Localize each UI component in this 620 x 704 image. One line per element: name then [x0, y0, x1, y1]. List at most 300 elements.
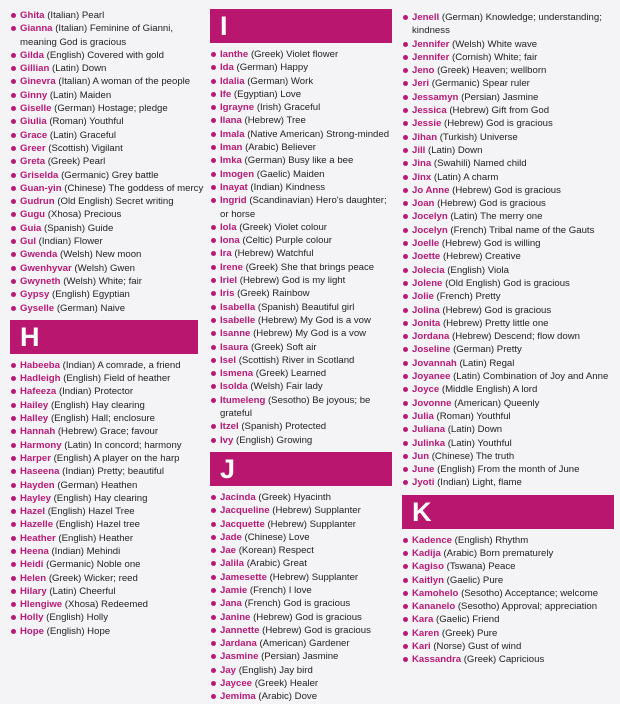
entry-meaning: (Norse) Gust of wind — [433, 641, 522, 653]
name-entry — [402, 640, 614, 653]
entry-meaning: (Xhosa) Redeemed — [64, 599, 148, 611]
entry-name: Gianna — [20, 23, 53, 35]
entry-name: Ida — [220, 62, 234, 74]
entry-name: Gilda — [20, 49, 44, 61]
entry-name: Ivy — [220, 434, 234, 446]
entry-name: Jolene — [412, 277, 443, 289]
entry-meaning: (Swahili) Named child — [433, 158, 527, 170]
entry-name: Greer — [20, 142, 46, 154]
entry-meaning: (Greek) She that brings peace — [245, 261, 375, 273]
entry-meaning: (Indian) Mehindi — [51, 545, 121, 557]
entry-meaning: (Welsh) Fair lady — [250, 381, 323, 393]
name-entry — [210, 637, 392, 650]
entry-name: Jennifer — [412, 51, 450, 63]
entry-name: Karen — [412, 627, 440, 639]
entry-meaning: (Latin) Down — [52, 63, 107, 75]
entry-meaning: (Latin) Combination of Joy and Anne — [453, 371, 609, 383]
entry-name: Jacinda — [220, 491, 256, 503]
entry-name: Joyanee — [412, 371, 451, 383]
entry-meaning: (English) Hazel tree — [55, 519, 140, 531]
entry-meaning: (Roman) Youthful — [49, 116, 124, 128]
entry-name: Jeno — [412, 65, 435, 77]
entry-meaning: (Greek) Pure — [441, 627, 498, 639]
entry-meaning: (Scottish) Vigilant — [48, 142, 123, 154]
name-entry — [210, 354, 392, 367]
name-entry — [10, 439, 198, 452]
name-entry — [210, 168, 392, 181]
entry-meaning: (English) Covered with gold — [46, 49, 164, 61]
entry-meaning: (Hebrew) Pretty little one — [442, 317, 549, 329]
entry-meaning: (Hebrew) Creative — [442, 251, 521, 263]
entry-meaning: (Chinese) Love — [244, 531, 310, 543]
entry-name: Inayat — [220, 181, 248, 193]
entry-name: Joyce — [412, 384, 440, 396]
name-entry — [210, 434, 392, 447]
entry-meaning: (Xhosa) Precious — [47, 209, 122, 221]
name-entry — [402, 547, 614, 560]
entry-meaning: (Scandinavian) Hero's daughter; or horse — [220, 195, 387, 220]
entry-name: Jonita — [412, 317, 441, 329]
entry-meaning: (Old English) God is gracious — [445, 277, 570, 289]
name-entry — [10, 62, 198, 75]
name-entry — [10, 399, 198, 412]
entry-name: Jannette — [220, 624, 260, 636]
entry-name: Griselda — [20, 169, 59, 181]
name-entry — [10, 288, 198, 301]
section-header-j: J — [210, 452, 392, 486]
entry-name: Igrayne — [220, 102, 255, 114]
entry-meaning: (Greek) Hyacinth — [258, 491, 331, 503]
entry-meaning: (Latin) Graceful — [49, 129, 116, 141]
entry-name: Hailey — [20, 399, 49, 411]
entry-name: Kari — [412, 641, 431, 653]
entry-meaning: (Latin) In concord; harmony — [64, 439, 182, 451]
entry-meaning: (Arabic) Great — [246, 558, 307, 570]
name-entry — [402, 91, 614, 104]
entry-name: Harper — [20, 452, 51, 464]
entry-name: Hayden — [20, 479, 55, 491]
name-entry — [210, 261, 392, 274]
name-entry — [10, 425, 198, 438]
entry-name: Isaura — [220, 341, 249, 353]
entry-meaning: (French) Pretty — [436, 291, 501, 303]
entry-name: Idalia — [220, 75, 245, 87]
name-entry — [10, 275, 198, 288]
name-entry — [10, 75, 198, 88]
entry-meaning: (Spanish) Guide — [44, 222, 114, 234]
entry-meaning: (Indian) Light, flame — [437, 477, 522, 489]
entry-name: Itzel — [220, 421, 239, 433]
name-entry — [402, 627, 614, 640]
entry-meaning: (Hebrew) Supplanter — [269, 571, 359, 583]
entry-meaning: (Greek) Capricious — [463, 654, 545, 666]
entry-name: Gyselle — [20, 302, 55, 314]
entry-meaning: (Arabic) Born prematurely — [443, 547, 554, 559]
entry-meaning: (Chinese) The truth — [431, 450, 515, 462]
entry-name: Kaitlyn — [412, 574, 444, 586]
entry-name: Jeri — [412, 78, 430, 90]
entry-name: Hilary — [20, 585, 47, 597]
entry-meaning: (English) Holly — [46, 612, 108, 624]
name-entry — [402, 38, 614, 51]
name-entry — [10, 115, 198, 128]
entry-name: Gudrun — [20, 196, 55, 208]
name-entry — [402, 237, 614, 250]
entry-meaning: (Welsh) New moon — [60, 249, 142, 261]
name-entry — [10, 385, 198, 398]
name-entry — [402, 210, 614, 223]
entry-meaning: (Hebrew) Gift from God — [449, 105, 550, 117]
name-entry — [210, 141, 392, 154]
name-entry — [402, 397, 614, 410]
entry-meaning: (English) Field of heather — [63, 373, 171, 385]
entry-meaning: (Italian) Pearl — [47, 10, 105, 21]
entry-meaning: (Irish) Graceful — [256, 102, 321, 114]
name-entry — [10, 518, 198, 531]
name-entry — [402, 277, 614, 290]
entry-meaning: (Italian) A woman of the people — [58, 76, 191, 88]
entry-name: Hafeeza — [20, 386, 57, 398]
entry-meaning: (Latin) Regal — [459, 357, 515, 369]
name-entry — [210, 380, 392, 393]
entry-name: Jocelyn — [412, 211, 448, 223]
entry-meaning: (Egyptian) Love — [233, 88, 302, 100]
name-entry — [210, 394, 392, 421]
section-header-k: K — [402, 495, 614, 529]
entry-meaning: (German) Work — [247, 75, 314, 87]
entry-meaning: (English) Egyptian — [52, 289, 130, 301]
name-entry — [210, 221, 392, 234]
entry-meaning: (Latin) Down — [428, 144, 483, 156]
name-entry — [210, 274, 392, 287]
name-entry — [10, 625, 198, 638]
entry-name: Jana — [220, 598, 242, 610]
name-entry — [10, 248, 198, 261]
name-entry — [210, 650, 392, 663]
entry-name: Gugu — [20, 209, 46, 221]
name-entry — [10, 195, 198, 208]
entry-name: Guan-yin — [20, 182, 62, 194]
name-entry — [402, 290, 614, 303]
name-entry — [402, 560, 614, 573]
entry-meaning: (Hebrew) God is my light — [239, 275, 346, 287]
entry-name: Ghita — [20, 10, 45, 21]
entry-meaning: (Latin) Down — [447, 424, 503, 436]
entry-meaning: (French) God is gracious — [244, 598, 351, 610]
entry-name: Heena — [20, 545, 49, 557]
entry-name: Ingrid — [220, 195, 247, 207]
column-3 — [402, 11, 614, 667]
entry-name: Jennifer — [412, 38, 450, 50]
name-entry — [10, 102, 198, 115]
entry-name: Jemima — [220, 691, 256, 703]
name-entry — [210, 571, 392, 584]
name-entry — [210, 61, 392, 74]
entry-name: Isolda — [220, 381, 248, 393]
entry-name: Hannah — [20, 426, 56, 438]
name-entry — [210, 420, 392, 433]
entry-name: Jacquette — [220, 518, 265, 530]
entry-meaning: (English) Hazel Tree — [47, 506, 135, 518]
name-entry — [10, 572, 198, 585]
name-entry — [402, 157, 614, 170]
name-entry — [402, 184, 614, 197]
name-entry — [402, 330, 614, 343]
entry-name: Joette — [412, 251, 441, 263]
name-entry — [210, 48, 392, 61]
name-entry — [10, 235, 198, 248]
entry-name: Gul — [20, 236, 36, 248]
name-entry — [210, 327, 392, 340]
entry-name: Grace — [20, 129, 48, 141]
entry-meaning: (English) Hay clearing — [50, 399, 145, 411]
entry-meaning: (Welsh) White; fair — [63, 275, 142, 287]
entry-name: Kagiso — [412, 561, 444, 573]
name-entry — [10, 208, 198, 221]
name-entry — [210, 154, 392, 167]
entry-name: Ife — [220, 88, 232, 100]
entry-name: Jolie — [412, 291, 434, 303]
name-entry — [10, 49, 198, 62]
section-header-i: I — [210, 9, 392, 43]
name-entry — [402, 250, 614, 263]
entry-name: Kassandra — [412, 654, 462, 666]
entry-name: Hlengiwe — [20, 599, 63, 611]
name-entry — [402, 224, 614, 237]
entry-name: Kara — [412, 614, 434, 626]
name-entry — [402, 370, 614, 383]
name-entry — [10, 372, 198, 385]
name-entry — [210, 597, 392, 610]
name-entry — [402, 653, 614, 666]
name-entry — [210, 531, 392, 544]
name-entry — [10, 479, 198, 492]
name-entry — [210, 544, 392, 557]
entry-meaning: (Greek) Learned — [255, 368, 327, 380]
entry-name: Gypsy — [20, 289, 50, 301]
entry-meaning: (English) Hall; enclosure — [50, 413, 155, 425]
entry-name: Jina — [412, 158, 432, 170]
entry-name: Holly — [20, 612, 44, 624]
entry-name: Isel — [220, 354, 237, 366]
entry-meaning: (Hebrew) Grace; favour — [57, 426, 159, 438]
name-entry — [402, 131, 614, 144]
entry-meaning: (English) Viola — [447, 264, 509, 276]
entry-name: Iriel — [220, 275, 238, 287]
name-entry — [402, 357, 614, 370]
entry-name: Jocelyn — [412, 224, 448, 236]
entry-name: Haseena — [20, 466, 60, 478]
entry-meaning: (German) Naive — [56, 302, 126, 314]
entry-meaning: (Indian) A comrade, a friend — [62, 359, 181, 371]
entry-meaning: (Hebrew) God is gracious — [442, 304, 552, 316]
entry-meaning: (Greek) Violet flower — [250, 49, 339, 60]
entry-name: Jovannah — [412, 357, 457, 369]
name-entry — [10, 22, 198, 49]
entry-meaning: (Hebrew) God is gracious — [452, 184, 561, 196]
name-entry — [210, 314, 392, 327]
entry-meaning: (Cornish) White; fair — [452, 51, 538, 63]
entry-name: Ismena — [220, 368, 254, 380]
name-entry — [402, 171, 614, 184]
name-entry — [402, 11, 614, 38]
name-entry — [402, 423, 614, 436]
entry-name: Hope — [20, 625, 44, 637]
entry-meaning: (Sesotho) Acceptance; welcome — [461, 587, 599, 599]
entry-meaning: (Greek) Wicker; reed — [48, 572, 138, 584]
entry-name: Kamohelo — [412, 587, 459, 599]
entry-name: Greta — [20, 156, 46, 168]
entry-name: Guia — [20, 222, 42, 234]
name-entry — [210, 287, 392, 300]
entry-name: Ginevra — [20, 76, 56, 88]
entry-meaning: (Hebrew) God is gracious — [262, 624, 371, 636]
name-entry — [210, 181, 392, 194]
name-entry — [402, 574, 614, 587]
entry-name: Kananelo — [412, 601, 456, 613]
entry-meaning: (Sesotho) Approval; appreciation — [457, 601, 598, 613]
entry-meaning: (Sesotho) Be joyous; be grateful — [220, 394, 371, 420]
entry-meaning: (Arabic) Dove — [258, 691, 318, 703]
entry-name: Iona — [220, 235, 240, 247]
entry-name: Hazelle — [20, 519, 54, 531]
name-entry — [10, 302, 198, 315]
entry-name: Imogen — [220, 168, 255, 180]
entry-meaning: (Indian) Pretty; beautiful — [62, 466, 164, 478]
name-entry — [402, 264, 614, 277]
entry-name: Kadence — [412, 534, 452, 546]
entry-name: Gwenda — [20, 249, 58, 261]
entry-meaning: (Indian) Kindness — [250, 181, 326, 193]
entry-name: Isanne — [220, 328, 251, 340]
entry-meaning: (English) Jay bird — [238, 664, 313, 676]
entry-name: Itumeleng — [220, 394, 266, 406]
entry-meaning: (Chinese) The goddess of mercy — [64, 182, 204, 194]
name-entry — [402, 104, 614, 117]
entry-meaning: (Greek) Pearl — [47, 156, 106, 168]
entry-meaning: (Welsh) White wave — [452, 38, 538, 50]
name-entry — [402, 410, 614, 423]
name-entry — [402, 343, 614, 356]
name-entry — [402, 77, 614, 90]
entry-meaning: (Arabic) Believer — [245, 142, 316, 154]
name-entry — [10, 155, 198, 168]
entry-meaning: (Tswana) Peace — [446, 561, 516, 573]
name-entry — [210, 301, 392, 314]
entry-meaning: (English) A player on the harp — [53, 452, 180, 464]
entry-name: Jyoti — [412, 477, 435, 489]
entry-meaning: (Korean) Respect — [238, 545, 314, 557]
entry-meaning: (Hebrew) Supplanter — [267, 518, 356, 530]
entry-meaning: (German) Busy like a bee — [244, 155, 354, 167]
name-entry — [210, 557, 392, 570]
entry-meaning: (Greek) Soft air — [250, 341, 317, 353]
entry-meaning: (Scottish) River in Scotland — [238, 354, 355, 366]
name-entry — [402, 117, 614, 130]
name-entry — [402, 463, 614, 476]
entry-name: Hazel — [20, 506, 46, 518]
entry-meaning: (Latin) A charm — [433, 171, 499, 183]
entry-meaning: (Hebrew) My God is a vow — [253, 328, 367, 340]
entry-name: Iris — [220, 288, 235, 300]
entry-name: Jessie — [412, 118, 442, 130]
entry-meaning: (German) Knowledge; understanding; kindness — [412, 12, 602, 37]
name-entry — [210, 247, 392, 260]
name-entry — [10, 545, 198, 558]
entry-meaning: (Hebrew) Descend; flow down — [452, 331, 580, 343]
name-entry — [210, 114, 392, 127]
entry-name: Iman — [220, 142, 243, 154]
name-entry — [402, 144, 614, 157]
entry-meaning: (Hebrew) God is gracious — [437, 198, 546, 210]
entry-meaning: (Germanic) Grey battle — [61, 169, 159, 181]
entry-name: Kadija — [412, 547, 441, 559]
entry-name: Jun — [412, 450, 430, 462]
entry-meaning: (Gaelic) Maiden — [256, 168, 325, 180]
column-2 — [210, 4, 392, 704]
name-entry — [10, 611, 198, 624]
section-header-h: H — [10, 320, 198, 354]
name-entry — [10, 558, 198, 571]
name-entry — [402, 51, 614, 64]
entry-meaning: (Old English) Secret writing — [57, 196, 174, 208]
entry-name: Hayley — [20, 492, 51, 504]
name-entry — [210, 75, 392, 88]
name-entry — [402, 613, 614, 626]
entry-name: Jessamyn — [412, 91, 459, 103]
entry-meaning: (Hebrew) My God is a vow — [257, 314, 371, 326]
entry-name: Habeeba — [20, 359, 60, 371]
name-entry — [402, 600, 614, 613]
entry-meaning: (Middle English) A lord — [441, 384, 538, 396]
entry-name: Jasmine — [220, 651, 259, 663]
entry-name: Heather — [20, 532, 56, 544]
entry-meaning: (Celtic) Purple colour — [242, 235, 332, 247]
entry-meaning: (Gaelic) Friend — [436, 614, 500, 626]
entry-name: Hadleigh — [20, 373, 61, 385]
entry-meaning: (Gaelic) Pure — [446, 574, 504, 586]
entry-meaning: (Latin) Cheerful — [49, 585, 116, 597]
entry-name: Joseline — [412, 344, 451, 356]
entry-meaning: (English) Heather — [58, 532, 134, 544]
name-entry — [10, 492, 198, 505]
name-entry — [402, 450, 614, 463]
name-entry — [210, 624, 392, 637]
name-entry — [210, 367, 392, 380]
entry-name: Iola — [220, 221, 237, 233]
entry-name: Ginny — [20, 89, 48, 101]
entry-name: Jessica — [412, 105, 447, 117]
entry-name: Jihan — [412, 131, 438, 143]
entry-name: Joan — [412, 198, 435, 210]
entry-name: Julinka — [412, 437, 446, 449]
entry-meaning: (American) Queenly — [454, 397, 540, 409]
entry-meaning: (Italian) Feminine of Gianni, meaning God is gracious — [20, 23, 174, 48]
name-entry — [10, 182, 204, 195]
entry-name: Jardana — [220, 638, 257, 650]
entry-name: Imala — [220, 128, 245, 140]
entry-meaning: (French) I love — [249, 584, 312, 596]
column-1 — [10, 9, 204, 638]
name-entry — [10, 89, 198, 102]
name-entry — [210, 491, 392, 504]
entry-name: Jamesette — [220, 571, 267, 583]
entry-meaning: (Latin) Maiden — [49, 89, 112, 101]
name-entry — [10, 505, 198, 518]
entry-meaning: (Persian) Jasmine — [261, 651, 339, 663]
name-entry — [210, 611, 392, 624]
entry-name: Giulia — [20, 116, 47, 128]
